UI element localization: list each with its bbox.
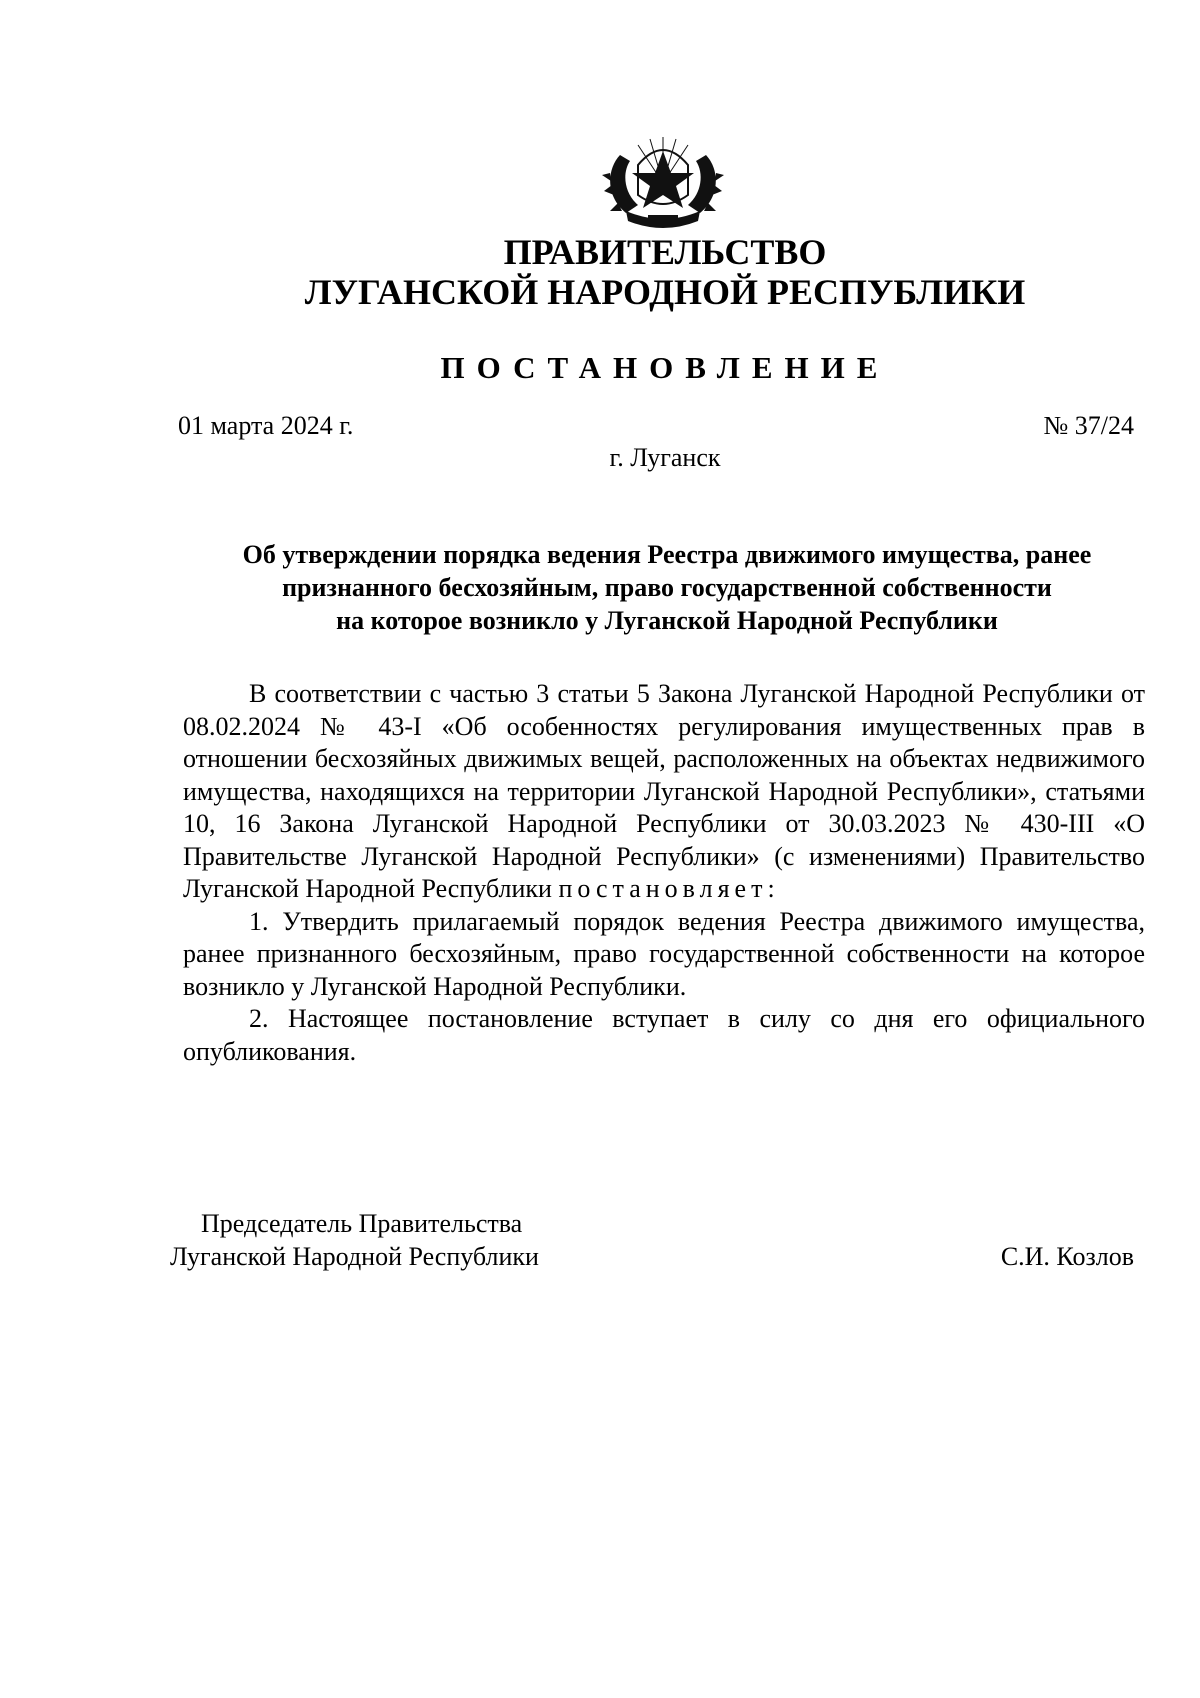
document-subject [178,538,1156,637]
resolution-item-1: 1. Утвердить прилагаемый порядок ведения Реестра движимого имущества, ранее признанного бесхозяйным, право государственной собственности на которое возникло у Луганской Народной Республики. [183,906,1145,1001]
lpr-coat-of-arms-icon [598,125,728,230]
organization-title-line-2: ЛУГАНСКОЙ НАРОДНОЙ РЕСПУБЛИКИ [304,272,1026,312]
resolution-item-2: 2. Настоящее постановление вступает в силу со дня его официального опубликования. [183,1004,1145,1066]
signatory-position [170,1207,539,1273]
document-date: 01 марта 2024 г. [178,411,354,440]
subject-line: Об утверждении порядка ведения Реестра движимого имущества, ранее [242,540,1092,569]
subject-line: на которое возникло у Луганской Народной Республики [336,606,998,635]
subject-line: признанного бесхозяйным, право государственной собственности [282,573,1052,602]
signatory-name: С.И. Козлов [1000,1242,1134,1271]
resolves-word: постановляет: [558,874,780,903]
document-body [183,678,1145,1068]
organization-title-line-1: ПРАВИТЕЛЬСТВО [503,232,827,272]
document-city: г. Луганск [609,443,721,472]
document-number: № 37/24 [1043,411,1134,440]
document-type-heading: ПОСТАНОВЛЕНИЕ [440,350,890,385]
preamble-paragraph [183,678,1145,906]
signatory-position-line-1: Председатель Правительства [201,1209,523,1238]
preamble-text: В соответствии с частью 3 статьи 5 Закона Луганской Народной Республики от 08.02.2024 № 43-I «Об особенностях регулирования имущественных прав в отношении бесхозяйных движимых вещей, расположенных на объектах недвижимого имущества, находящихся на территории Луганской Народной Республики», статьями 10, 16 Закона Луганской Народной Республики от 30.03.2023 № 430-III «О Правительстве Луганской Народной Республики» (с изменениями) Правительство Луганской Народной Республики [183,679,1145,903]
signatory-position-line-2: Луганской Народной Республики [170,1242,539,1271]
